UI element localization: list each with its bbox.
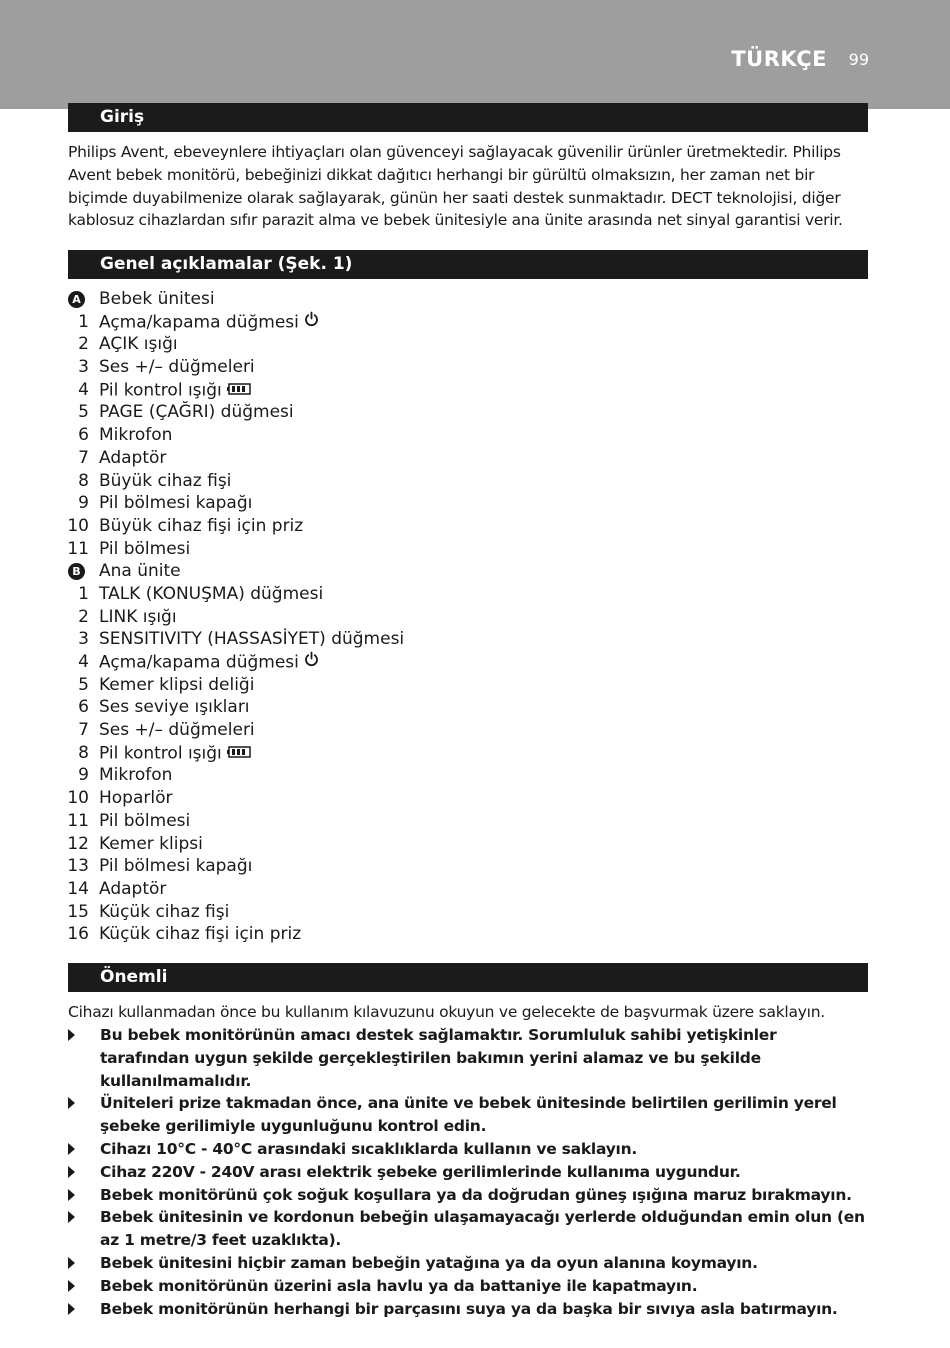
- item-number: 7: [78, 720, 89, 741]
- list-item: [66, 628, 566, 651]
- item-label: [99, 696, 250, 719]
- page-header: [0, 0, 950, 109]
- item-label: [99, 379, 251, 402]
- item-number: 11: [67, 538, 89, 559]
- bullet-text: Üniteleri prize takmadan önce, ana ünite ve bebek ünitesinde belirtilen gerilimin yerel şebeke gerilimiyle uygunluğunu kontrol edin.: [100, 1094, 837, 1136]
- list-item: [66, 606, 566, 629]
- item-text: Mikrofon: [99, 425, 173, 446]
- item-number: 5: [78, 674, 89, 695]
- item-text: Pil bölmesi kapağı: [99, 856, 253, 877]
- item-number: 14: [67, 878, 89, 899]
- bullet-item: [68, 1275, 868, 1298]
- bullet-arrow-icon: [68, 1257, 75, 1269]
- item-label: [99, 560, 181, 583]
- list-item: [66, 333, 566, 356]
- item-text: Kemer klipsi: [99, 833, 203, 854]
- item-number: 11: [67, 810, 89, 831]
- battery-icon: [227, 379, 251, 402]
- item-number: 2: [78, 606, 89, 627]
- item-label: [99, 923, 301, 946]
- list-item: [66, 356, 566, 379]
- bullet-text: Bebek monitörünü çok soğuk koşullara ya da doğrudan güneş ışığına maruz bırakmayın.: [100, 1185, 852, 1204]
- bullet-arrow-icon: [68, 1143, 75, 1155]
- item-label: [99, 288, 215, 311]
- bullet-item: [68, 1206, 868, 1252]
- important-bullet-list: [68, 1024, 868, 1320]
- list-item: [66, 901, 566, 924]
- item-text: Kemer klipsi deliği: [99, 674, 255, 695]
- item-text: Ana ünite: [99, 561, 181, 582]
- item-number: 8: [78, 742, 89, 763]
- list-item: [66, 288, 566, 311]
- item-number: 6: [78, 697, 89, 718]
- item-text: Büyük cihaz fişi: [99, 470, 232, 491]
- item-text: PAGE (ÇAĞRI) düğmesi: [99, 402, 294, 423]
- list-item: [66, 311, 566, 334]
- item-number: 16: [67, 924, 89, 945]
- item-text: Pil bölmesi: [99, 810, 191, 831]
- list-item: [66, 742, 566, 765]
- list-item: [66, 810, 566, 833]
- item-label: [99, 356, 255, 379]
- item-label: [99, 651, 319, 674]
- item-label: [99, 515, 303, 538]
- item-label: [99, 855, 252, 878]
- bullet-arrow-icon: [68, 1280, 75, 1292]
- item-number: 13: [67, 856, 89, 877]
- bullet-arrow-icon: [68, 1211, 75, 1223]
- item-label: [99, 833, 203, 856]
- bullet-text: Bebek monitörünün üzerini asla havlu ya da battaniye ile kapatmayın.: [100, 1276, 698, 1295]
- section-header-important: [68, 963, 868, 992]
- item-label: [99, 424, 172, 447]
- section-marker-b: B: [68, 563, 85, 580]
- list-item: [66, 651, 566, 674]
- bullet-arrow-icon: [68, 1029, 75, 1041]
- item-number: 9: [78, 493, 89, 514]
- item-text: TALK (KONUŞMA) düğmesi: [99, 583, 324, 604]
- list-item: [66, 470, 566, 493]
- item-text: Bebek ünitesi: [99, 289, 215, 309]
- item-text: Adaptör: [99, 878, 167, 899]
- bullet-arrow-icon: [68, 1303, 75, 1315]
- bullet-item: [68, 1024, 868, 1092]
- item-label: [99, 583, 323, 606]
- bullet-item: [68, 1092, 868, 1138]
- item-text: Mikrofon: [99, 765, 173, 786]
- item-text: AÇIK ışığı: [99, 334, 178, 355]
- item-label: [99, 764, 172, 787]
- item-label: [99, 674, 254, 697]
- item-text: Ses seviye ışıkları: [99, 697, 250, 718]
- bullet-arrow-icon: [68, 1097, 75, 1109]
- item-label: [99, 606, 177, 629]
- item-label: [99, 810, 190, 833]
- item-text: LINK ışığı: [99, 606, 177, 627]
- list-item: [66, 719, 566, 742]
- item-label: [99, 742, 251, 765]
- bullet-item: [68, 1161, 868, 1184]
- item-number: 4: [78, 652, 89, 672]
- item-number: 1: [78, 311, 89, 332]
- item-number: 10: [67, 788, 89, 809]
- section-title: Giriş: [100, 107, 145, 127]
- battery-icon: [227, 742, 251, 765]
- list-item: [66, 878, 566, 901]
- parts-list: [66, 288, 566, 946]
- item-number: 5: [78, 402, 89, 423]
- item-text: Pil kontrol ışığı: [99, 743, 222, 764]
- item-number: 3: [78, 629, 89, 650]
- item-number: 4: [78, 379, 89, 400]
- list-item: [66, 447, 566, 470]
- item-number: 15: [67, 901, 89, 922]
- bullet-text: Cihazı 10°C - 40°C arasındaki sıcaklıklarda kullanın ve saklayın.: [100, 1139, 638, 1158]
- language-label: TÜRKÇE: [731, 47, 827, 71]
- item-text: Açma/kapama düğmesi: [99, 312, 299, 333]
- list-item: [66, 515, 566, 538]
- bullet-item: [68, 1298, 868, 1321]
- item-text: Adaptör: [99, 447, 167, 468]
- item-number: 12: [67, 833, 89, 854]
- item-text: Ses +/– düğmeleri: [99, 357, 255, 378]
- bullet-item: [68, 1184, 868, 1207]
- item-label: [99, 878, 166, 901]
- item-number: 1: [78, 583, 89, 604]
- bullet-item: [68, 1138, 868, 1161]
- list-item: [66, 424, 566, 447]
- item-number: 2: [78, 334, 89, 355]
- item-text: Pil bölmesi: [99, 538, 191, 559]
- item-label: [99, 719, 255, 742]
- list-item: [66, 833, 566, 856]
- item-text: Açma/kapama düğmesi: [99, 652, 299, 673]
- item-label: [99, 628, 404, 651]
- list-item: [66, 492, 566, 515]
- list-item: [66, 583, 566, 606]
- bullet-text: Bebek ünitesinin ve kordonun bebeğin ulaşamayacağı yerlerde olduğundan emin olun (en az 1 metre/3 feet uzaklıkta).: [100, 1208, 865, 1250]
- list-item: [66, 787, 566, 810]
- item-label: [99, 538, 190, 561]
- item-text: Küçük cihaz fişi için priz: [99, 924, 302, 945]
- list-item: [66, 401, 566, 424]
- power-icon: [304, 311, 319, 334]
- item-number: 10: [67, 515, 89, 536]
- list-item: [66, 696, 566, 719]
- list-item: [66, 379, 566, 402]
- intro-paragraph: Philips Avent, ebeveynlere ihtiyaçları olan güvenceyi sağlayacak güvenilir ürünler üretmektedir. Philips Avent bebek monitörü, bebeğinizi dikkat dağıtıcı herhangi bir gürültü olmaksızın, her zaman net bir biçimde duyabilmenize olarak sağlayarak, günün her saati destek sunmaktadır. DECT teknolojisi, diğer kablosuz cihazlardan sıfır parazit alma ve bebek ünitesiyle ana ünite arasında net sinyal garantisi verir.: [68, 143, 843, 230]
- item-label: [99, 901, 229, 924]
- item-text: Ses +/– düğmeleri: [99, 720, 255, 741]
- item-label: [99, 447, 166, 470]
- item-text: Büyük cihaz fişi için priz: [99, 515, 304, 536]
- bullet-text: Cihaz 220V - 240V arası elektrik şebeke gerilimlerinde kullanıma uygundur.: [100, 1162, 741, 1181]
- page-number: 99: [848, 50, 869, 69]
- item-label: [99, 492, 252, 515]
- item-text: Pil kontrol ışığı: [99, 380, 222, 401]
- section-title: Önemli: [100, 967, 168, 987]
- section-title: Genel açıklamalar (Şek. 1): [100, 254, 353, 274]
- section-marker-a: A: [68, 291, 85, 308]
- item-label: [99, 787, 173, 810]
- list-item: [66, 764, 566, 787]
- item-text: Pil bölmesi kapağı: [99, 493, 253, 514]
- item-label: [99, 333, 178, 356]
- bullet-text: Bebek monitörünün herhangi bir parçasını suya ya da başka bir sıvıya asla batırmayın.: [100, 1299, 838, 1318]
- bullet-item: [68, 1252, 868, 1275]
- bullet-text: Bu bebek monitörünün amacı destek sağlamaktır. Sorumluluk sahibi yetişkinler tarafından uygun şekilde gerçekleştirilen bakımın yerini alamaz ve bu şekilde kullanılmamalıdır.: [100, 1026, 777, 1090]
- section-header-intro: [68, 103, 868, 132]
- item-number: 9: [78, 765, 89, 786]
- power-icon: [304, 651, 319, 674]
- item-number: 7: [78, 447, 89, 468]
- item-number: 6: [78, 425, 89, 446]
- bullet-arrow-icon: [68, 1166, 75, 1178]
- list-item: [66, 923, 566, 946]
- item-label: [99, 311, 319, 334]
- item-label: [99, 401, 294, 424]
- list-item: [66, 855, 566, 878]
- list-item: [66, 538, 566, 561]
- item-text: Hoparlör: [99, 788, 173, 809]
- item-text: Küçük cihaz fişi: [99, 901, 230, 922]
- important-intro: Cihazı kullanmadan önce bu kullanım kılavuzunu okuyun ve gelecekte de başvurmak üzere saklayın.: [68, 1003, 825, 1021]
- list-item: [66, 674, 566, 697]
- item-text: SENSITIVITY (HASSASİYET) düğmesi: [99, 629, 405, 650]
- item-number: 8: [78, 470, 89, 491]
- bullet-arrow-icon: [68, 1189, 75, 1201]
- item-number: 3: [78, 357, 89, 378]
- section-header-general: [68, 250, 868, 279]
- item-label: [99, 470, 231, 493]
- bullet-text: Bebek ünitesini hiçbir zaman bebeğin yatağına ya da oyun alanına koymayın.: [100, 1253, 758, 1272]
- list-item: [66, 560, 566, 583]
